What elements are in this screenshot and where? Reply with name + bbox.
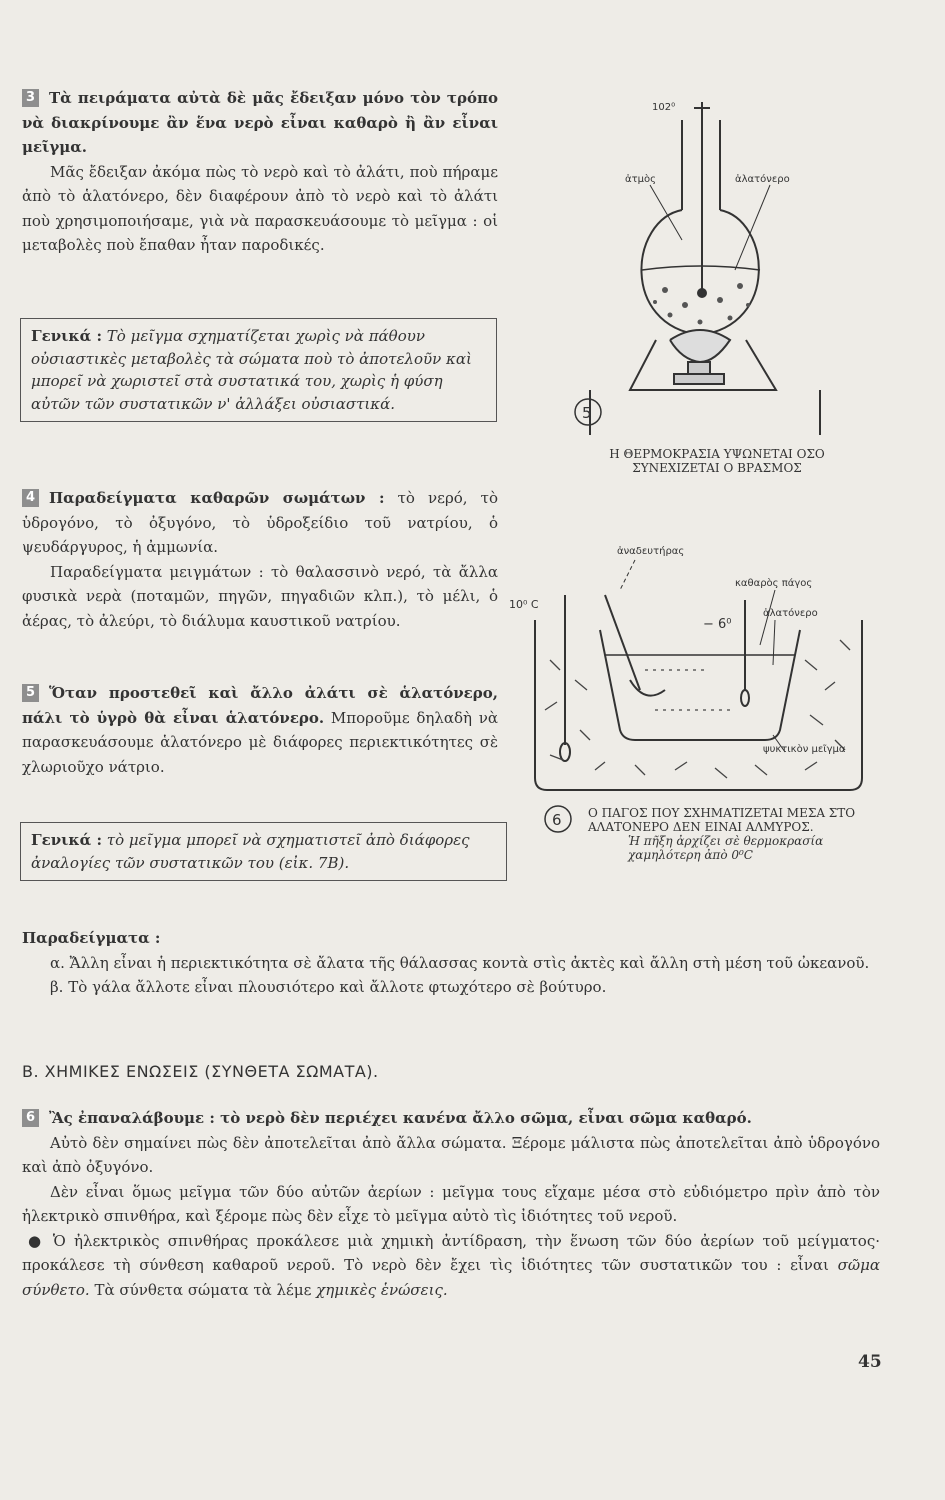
temperature-label: 102⁰ [652,102,676,113]
condenser-label: ἀναδευτήρας [617,546,685,557]
section-body: Παραδείγματα μειγμάτων : τὸ θαλασσινὸ νερό, τὰ ἄλλα φυσικὰ νερὰ (ποταμῶν, πηγῶν, πηγαδιῶν κλπ.), τὸ μέλι, ὁ ἀέρας, τὸ ἀλεύρι, τὸ διάλυμα καυστικοῦ νατρίου. [22,562,498,630]
section-number: 4 [22,489,39,507]
section-6 [22,1106,880,1302]
bullet-icon: ● [28,1231,45,1250]
section-4 [22,486,498,633]
section-lead: Παραδείγματα καθαρῶν σωμάτων : [49,489,385,507]
box-label: Γενικά : [31,327,102,345]
cooling-mixture-label: ψυκτικὸν μεῖγμα [763,744,846,755]
example-b: β. Τὸ γάλα ἄλλοτε εἶναι πλουσιότερο καὶ ἄλλοτε φτωχότερο σὲ βούτυρο. [50,978,607,996]
figure-6-freezing [505,540,870,800]
page-number: 45 [858,1352,882,1372]
figure-number: 6 [552,811,562,829]
section-5 [22,681,498,779]
box-text: Τὸ μεῖγμα σχηματίζεται χωρὶς νὰ πάθουν οὐσιαστικὲς μεταβολὲς τὰ σώματα ποὺ τὸ ἀποτελοῦν καὶ μπορεῖ νὰ χωριστεῖ στὰ συστατικά του, χωρὶς ἡ φύση αὐτῶν τῶν συστατικῶν ν' ἀλλάξει οὐσιαστικά. [31,327,472,413]
section-body: Μᾶς ἔδειξαν ἀκόμα πὼς τὸ νερὸ καὶ τὸ ἀλάτι, ποὺ πήραμε ἀπὸ τὸ ἁλατόνερο, δὲν διαφέρουν ἀπὸ τὸ νερὸ καὶ τὸ ἀλάτι ποὺ χρησιμοποιήσαμε, γιὰ νὰ παρασκευάσουμε τὸ μεῖγμα : οἱ μεταβολὲς ποὺ ἔπαθαν ἦταν παροδικές. [22,162,498,254]
paragraph-2: Δὲν εἶναι ὅμως μεῖγμα τῶν δύο αὐτῶν ἀερίων : μεῖγμα τους εἴχαμε μέσα στὸ εὐδιόμετρο πρὶν ἀπὸ τὸν ἠλεκτρικὸ σπινθήρα, καὶ ξέρομε πὼς δὲν εἶχε τὸ μεῖγμα αὐτὸ τὶς ἰδιότητες τοῦ νεροῦ. [22,1182,880,1225]
temperature-10c: 10⁰ C [509,598,539,611]
section-number: 5 [22,684,39,702]
figure-6-number-badge [543,804,573,834]
paragraph-1: Αὐτὸ δὲν σημαίνει πὼς δὲν ἀποτελεῖται ἀπὸ ἄλλα σώματα. Ξέρομε μάλιστα πὼς ἀποτελεῖται ἀπὸ ὑδρογόνο καὶ ἀπὸ ὀξυγόνο. [22,1133,880,1176]
section-lead: Ὅταν προστεθεῖ καὶ ἄλλο ἀλάτι σὲ ἁλατόνερο, πάλι τὸ ὑγρὸ θὰ εἶναι ἁλατόνερο. [22,684,498,727]
ice-label: καθαρὸς πάγος [735,578,813,589]
caption-note: Ἡ πῆξη ἀρχίζει σὲ θερμοκρασία χαμηλότερη ἀπὸ 0⁰C [628,834,824,862]
examples-heading: Παραδείγματα : [22,929,161,947]
box-text: τὸ μεῖγμα μπορεῖ νὰ σχηματιστεῖ ἀπὸ διάφορες ἀναλογίες τῶν συστατικῶν του (εἰκ. 7Β). [31,831,470,872]
figure-5-caption: Η ΘΕΡΜΟΚΡΑΣΙΑ ΥΨΩΝΕΤΑΙ ΟΣΟ ΣΥΝΕΧΙΖΕΤΑΙ Ο ΒΡΑΣΜΟΣ [609,447,825,475]
examples [22,926,880,1000]
section-lead: Τὰ πειράματα αὐτὰ δὲ μᾶς ἔδειξαν μόνο τὸν τρόπο νὰ διακρίνουμε ἂν ἕνα νερὸ εἶναι καθαρὸ ἢ ἂν εἶναι μεῖγμα. [22,89,498,156]
paragraph-3: ● Ὁ ἠλεκτρικὸς σπινθήρας προκάλεσε μιὰ χημικὴ ἀντίδραση, τὴν ἕνωση τῶν δύο ἀερίων τοῦ μείγματος· προκάλεσε τὴ σύνθεση καθαροῦ νεροῦ. Τὸ νερὸ δὲν ἔχει τὶς ἰδιότητες τῶν συστατικῶν του : εἶναι σῶμα σύνθετο. Τὰ σύνθετα σώματα τὰ λέμε χημικὲς ἑνώσεις. [22,1231,880,1299]
figure-5-flask [570,90,860,440]
section-3 [22,86,498,258]
section-body: Μποροῦμε δηλαδὴ νὰ παρασκευάσουμε ἁλατόνερο μὲ διάφορες περιεκτικότητες σὲ χλωριοῦχο νάτριο. [22,708,498,776]
brine-label: ἁλατόνερο [763,608,818,619]
box-label: Γενικά : [31,831,102,849]
figure-6-caption [588,806,868,862]
general-box-5 [20,822,507,881]
caption-upper: Ο ΠΑΓΟΣ ΠΟΥ ΣΧΗΜΑΤΙΖΕΤΑΙ ΜΕΣΑ ΣΤΟ ΑΛΑΤΟΝΕΡΟ ΔΕΝ ΕΙΝΑΙ ΑΛΜΥΡΟΣ. [588,806,856,834]
section-lead: Ἂς ἐπαναλάβουμε : τὸ νερὸ δὲν περιέχει κανένα ἄλλο σῶμα, εἶναι σῶμα καθαρό. [49,1109,752,1127]
brine-label: ἁλατόνερο [735,174,790,185]
temperature-minus-6: − 6⁰ [703,617,732,632]
figure-number: 5 [582,404,592,422]
section-number: 6 [22,1109,39,1127]
section-lead-rest: τὸ νερό, τὸ ὑδρογόνο, τὸ ὀξυγόνο, τὸ ὑδροξείδιο τοῦ νατρίου, ὁ ψευδάργυρος, ἡ ἀμμωνία. [22,489,498,556]
general-box-3 [20,318,497,422]
section-b-heading: Β. ΧΗΜΙΚΕΣ ΕΝΩΣΕΙΣ (ΣΥΝΘΕΤΑ ΣΩΜΑΤΑ). [22,1062,379,1081]
section-number: 3 [22,89,39,107]
example-a: α. Ἄλλη εἶναι ἡ περιεκτικότητα σὲ ἄλατα τῆς θάλασσας κοντὰ στὶς ἀκτὲς καὶ ἄλλη στὴ μέση τοῦ ὠκεανοῦ. [50,953,870,972]
steam-label: ἀτμὸς [625,174,656,185]
